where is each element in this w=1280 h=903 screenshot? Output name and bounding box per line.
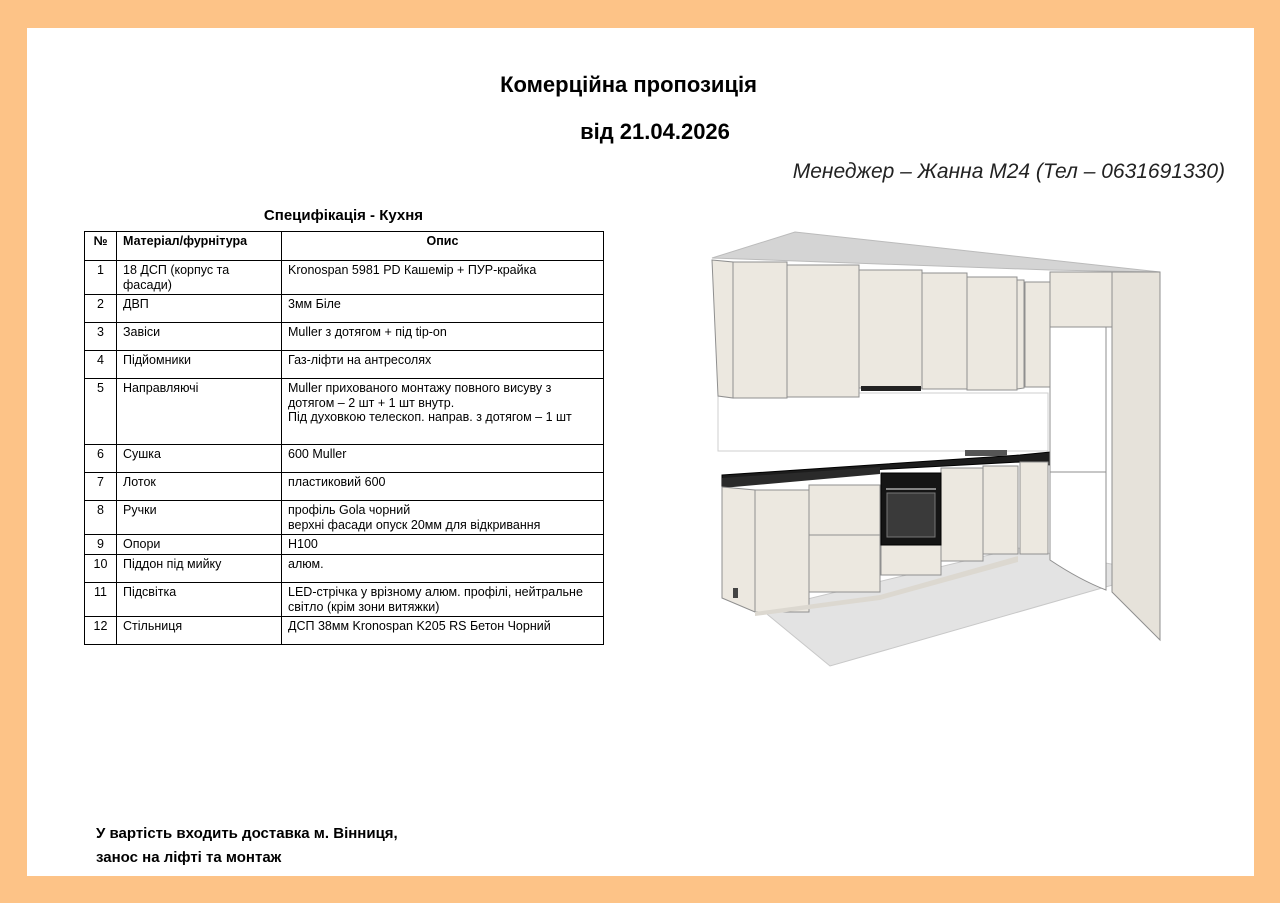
- footer-line-1: У вартість входить доставка м. Вінниця,: [96, 825, 398, 842]
- spec-row: [85, 583, 604, 617]
- col-header-description: Опис: [282, 232, 604, 261]
- spec-row-material: Підйомники: [117, 351, 282, 379]
- spec-row-number: 2: [85, 295, 117, 323]
- offer-date: від 21.04.2026: [580, 119, 730, 144]
- spec-row-number: 10: [85, 555, 117, 583]
- spec-row-description: [282, 351, 604, 379]
- spec-row-description: [282, 445, 604, 473]
- spec-row: [85, 473, 604, 501]
- spec-table: [84, 231, 604, 645]
- spec-header-row: [85, 232, 604, 261]
- description-line: Muller прихованого монтажу повного висуву з дотягом – 2 шт + 1 шт внутр.: [288, 381, 552, 410]
- description-line: пластиковий 600: [288, 475, 386, 489]
- spec-row-number: 3: [85, 323, 117, 351]
- page-title: Комерційна пропозиція: [500, 72, 757, 97]
- spec-row: [85, 351, 604, 379]
- description-line: верхні фасади опуск 20мм для відкривання: [288, 517, 541, 532]
- spec-row-material: Підсвітка: [117, 583, 282, 617]
- spec-row-number: 9: [85, 535, 117, 555]
- description-line: Н100: [288, 537, 318, 551]
- leg: [733, 588, 738, 598]
- col-header-number: №: [85, 232, 117, 261]
- oven-window: [887, 493, 935, 537]
- col-header-material: Матеріал/фурнітура: [117, 232, 282, 261]
- spec-row: [85, 501, 604, 535]
- description-line: LED-стрічка у врізному алюм. профілі, нейтральне світло (крім зони витяжки): [288, 585, 583, 614]
- footer-line-2: занос на ліфті та монтаж: [96, 849, 282, 866]
- spec-row-description: [282, 501, 604, 535]
- description-line: Газ-ліфти на антресолях: [288, 353, 432, 367]
- spec-row-material: Стільниця: [117, 617, 282, 645]
- spec-row-description: [282, 617, 604, 645]
- spec-title: Специфікація - Кухня: [263, 207, 424, 224]
- spec-row-material: Піддон під мийку: [117, 555, 282, 583]
- spec-row: [85, 295, 604, 323]
- kitchen-render: [705, 225, 1165, 670]
- spec-row-material: Лоток: [117, 473, 282, 501]
- spec-row-material: Завіси: [117, 323, 282, 351]
- sink: [965, 450, 1007, 456]
- spec-row-description: [282, 379, 604, 445]
- kitchen-backsplash: [718, 393, 1048, 451]
- description-line: алюм.: [288, 557, 324, 571]
- description-line: 600 Muller: [288, 447, 347, 461]
- spec-row-description: [282, 323, 604, 351]
- spec-row-number: 4: [85, 351, 117, 379]
- spec-row-number: 7: [85, 473, 117, 501]
- spec-row: [85, 555, 604, 583]
- description-line: Kronospan 5981 PD Кашемір + ПУР-крайка: [288, 263, 537, 277]
- spec-row-number: 12: [85, 617, 117, 645]
- spec-row-description: [282, 261, 604, 295]
- description-line: Muller з дотягом + під tip-on: [288, 325, 447, 339]
- description-line: ДСП 38мм Kronospan K205 RS Бетон Чорний: [288, 619, 551, 633]
- spec-row-number: 5: [85, 379, 117, 445]
- spec-row-material: Опори: [117, 535, 282, 555]
- spec-row: [85, 445, 604, 473]
- spec-row: [85, 261, 604, 295]
- spec-row-material: Ручки: [117, 501, 282, 535]
- spec-row-number: 1: [85, 261, 117, 295]
- description-line: Під духовкою телескоп. направ. з дотягом – 1 шт: [288, 410, 572, 424]
- spec-row-description: [282, 555, 604, 583]
- spec-row-description: [282, 473, 604, 501]
- description-line: профіль Gola чорний: [288, 503, 411, 517]
- spec-row-description: [282, 583, 604, 617]
- spec-row: [85, 323, 604, 351]
- manager-contact: Менеджер – Жанна М24 (Тел – 0631691330): [792, 160, 1225, 183]
- hood-strip: [861, 386, 921, 391]
- spec-row-description: [282, 535, 604, 555]
- spec-row-material: Сушка: [117, 445, 282, 473]
- spec-row-number: 11: [85, 583, 117, 617]
- spec-row-number: 8: [85, 501, 117, 535]
- spec-row: [85, 535, 604, 555]
- description-line: 3мм Біле: [288, 297, 341, 311]
- spec-row-number: 6: [85, 445, 117, 473]
- upper-cabinets: [712, 260, 1050, 398]
- spec-row-material: Направляючі: [117, 379, 282, 445]
- footer-note: [96, 822, 398, 870]
- spec-row-description: [282, 295, 604, 323]
- spec-row: [85, 379, 604, 445]
- spec-row-material: 18 ДСП (корпус та фасади): [117, 261, 282, 295]
- spec-row: [85, 617, 604, 645]
- spec-row-material: ДВП: [117, 295, 282, 323]
